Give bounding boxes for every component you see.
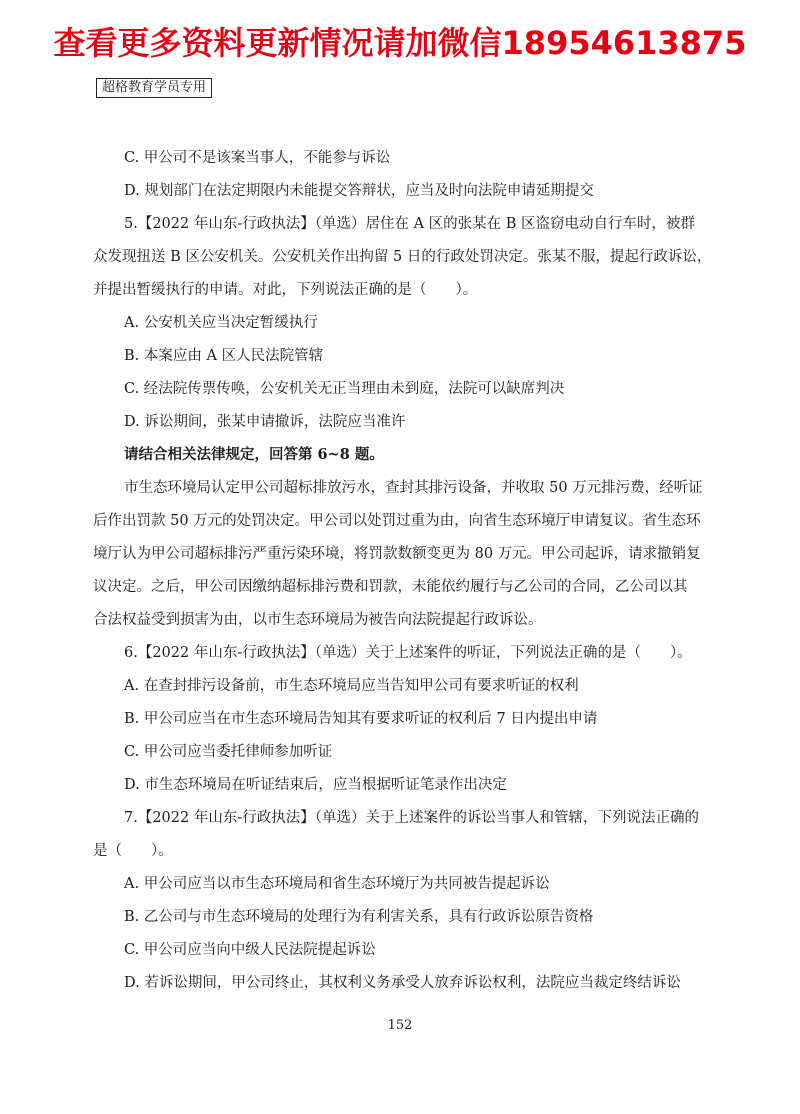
question-7-stem: 是（ ）。 xyxy=(93,843,173,859)
case-paragraph: 合法权益受到损害为由，以市生态环境局为被告向法院提起行政诉讼。 xyxy=(93,612,543,628)
case-paragraph: 市生态环境局认定甲公司超标排放污水，查封其排污设备，并收取 50 万元排污费，经听证 xyxy=(124,480,703,496)
page-number: 152 xyxy=(387,1018,413,1033)
case-paragraph: 议决定。之后，甲公司因缴纳超标排污费和罚款，未能依约履行与乙公司的合同，乙公司以其 xyxy=(93,579,688,595)
option-line: A. 甲公司应当以市生态环境局和省生态环境厅为共同被告提起诉讼 xyxy=(124,876,550,892)
option-line: D. 诉讼期间，张某申请撤诉，法院应当准许 xyxy=(124,414,406,430)
student-only-stamp: 超格教育学员专用 xyxy=(96,78,212,98)
watermark-banner: 查看更多资料更新情况请加微信18954613875 xyxy=(53,24,747,62)
question-5-stem: 众发现扭送 B 区公安机关。公安机关作出拘留 5 日的行政处罚决定。张某不服，提起行政诉讼， xyxy=(93,249,712,265)
option-line: A. 在查封排污设备前，市生态环境局应当告知甲公司有要求听证的权利 xyxy=(124,678,579,694)
option-line: D. 市生态环境局在听证结束后，应当根据听证笔录作出决定 xyxy=(124,777,507,793)
option-line: D. 规划部门在法定期限内未能提交答辩状，应当及时向法院申请延期提交 xyxy=(124,183,594,199)
case-paragraph: 境厅认为甲公司超标排污严重污染环境，将罚款数额变更为 80 万元。甲公司起诉，请求撤销复 xyxy=(93,546,701,562)
option-line: B. 本案应由 A 区人民法院管辖 xyxy=(124,348,324,364)
question-7-stem: 7.【2022 年山东-行政执法】（单选）关于上述案件的诉讼当事人和管辖，下列说法正确的 xyxy=(124,810,699,826)
case-paragraph: 后作出罚款 50 万元的处罚决定。甲公司以处罚过重为由，向省生态环境厅申请复议。省生态环 xyxy=(93,513,701,529)
option-line: C. 甲公司不是该案当事人，不能参与诉讼 xyxy=(124,150,391,166)
option-line: B. 甲公司应当在市生态环境局告知其有要求听证的权利后 7 日内提出申请 xyxy=(124,711,598,727)
option-line: B. 乙公司与市生态环境局的处理行为有利害关系，具有行政诉讼原告资格 xyxy=(124,909,594,925)
option-line: C. 甲公司应当委托律师参加听证 xyxy=(124,744,333,760)
question-5-stem: 5.【2022 年山东-行政执法】（单选）居住在 A 区的张某在 B 区盗窃电动自行车时，被群 xyxy=(124,216,696,232)
question-6-stem: 6.【2022 年山东-行政执法】（单选）关于上述案件的听证，下列说法正确的是（ ）。 xyxy=(124,645,692,661)
option-line: C. 甲公司应当向中级人民法院提起诉讼 xyxy=(124,942,376,958)
question-5-stem: 并提出暂缓执行的申请。对此，下列说法正确的是（ ）。 xyxy=(93,282,478,298)
section-instruction: 请结合相关法律规定，回答第 6~8 题。 xyxy=(124,446,384,463)
option-line: A. 公安机关应当决定暂缓执行 xyxy=(124,315,318,331)
option-line: D. 若诉讼期间，甲公司终止，其权利义务承受人放弃诉讼权利，法院应当裁定终结诉讼 xyxy=(124,975,681,991)
option-line: C. 经法院传票传唤，公安机关无正当理由未到庭，法院可以缺席判决 xyxy=(124,381,565,397)
